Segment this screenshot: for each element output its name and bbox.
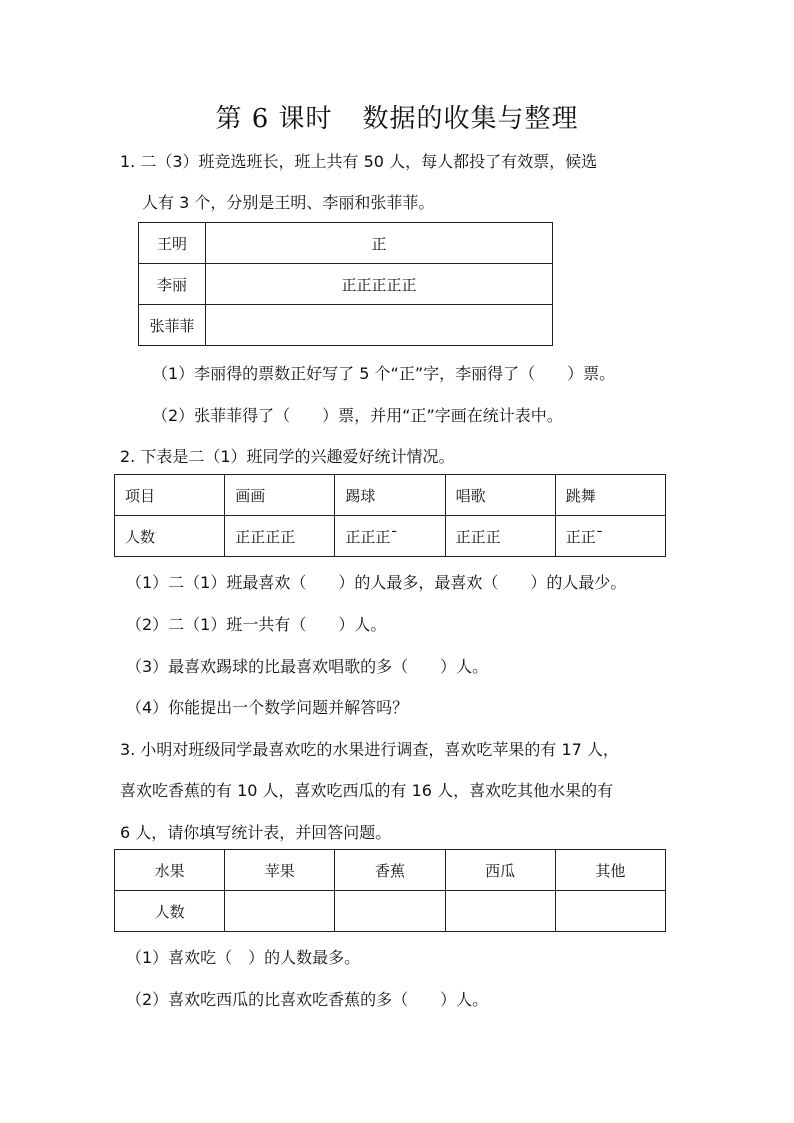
vote-tally-table bbox=[138, 222, 553, 346]
tally-cell: 正正正正正 bbox=[206, 264, 553, 305]
row-label: 人数 bbox=[115, 516, 225, 557]
tally-cell: 正 bbox=[206, 223, 553, 264]
header-cell: 其他 bbox=[555, 850, 665, 891]
blank-cell[interactable] bbox=[445, 891, 555, 932]
candidate-name: 张菲菲 bbox=[139, 305, 206, 346]
table-row bbox=[115, 516, 666, 557]
lesson-topic: 数据的收集与整理 bbox=[362, 104, 579, 134]
q3-line1: 3. 小明对班级同学最喜欢吃的水果进行调查，喜欢吃苹果的有 17 人， bbox=[120, 740, 619, 759]
q2-sub4: （4）你能提出一个数学问题并解答吗？ bbox=[126, 698, 409, 717]
q1-line2: 人有 3 个，分别是王明、李丽和张菲菲。 bbox=[142, 193, 435, 212]
hobby-tally-table bbox=[114, 474, 666, 557]
tally-cell: 正正正 bbox=[445, 516, 555, 557]
q2-sub2: （2）二（1）班一共有（ ）人。 bbox=[126, 615, 387, 634]
q2-intro: 2. 下表是二（1）班同学的兴趣爱好统计情况。 bbox=[120, 447, 455, 466]
q1-line1: 1. 二（3）班竞选班长，班上共有 50 人，每人都投了有效票，候选 bbox=[120, 152, 598, 171]
table-row bbox=[115, 850, 666, 891]
tally-cell-blank[interactable] bbox=[206, 305, 553, 346]
table-row bbox=[115, 475, 666, 516]
header-cell: 跳舞 bbox=[555, 475, 665, 516]
table-row bbox=[139, 305, 553, 346]
q3-sub2: （2）喜欢吃西瓜的比喜欢吃香蕉的多（ ）人。 bbox=[126, 990, 489, 1009]
q1-sub1: （1）李丽得的票数正好写了 5 个“正”字，李丽得了（ ）票。 bbox=[152, 364, 616, 383]
tally-cell: 正正正ˉ bbox=[335, 516, 445, 557]
candidate-name: 王明 bbox=[139, 223, 206, 264]
q3-line3: 6 人，请你填写统计表，并回答问题。 bbox=[120, 823, 392, 842]
blank-cell[interactable] bbox=[225, 891, 335, 932]
header-cell: 香蕉 bbox=[335, 850, 445, 891]
q3-sub1: （1）喜欢吃（ ）的人数最多。 bbox=[126, 948, 361, 967]
table-row bbox=[139, 264, 553, 305]
header-cell: 西瓜 bbox=[445, 850, 555, 891]
tally-cell: 正正ˉ bbox=[555, 516, 665, 557]
header-cell: 项目 bbox=[115, 475, 225, 516]
header-cell: 苹果 bbox=[225, 850, 335, 891]
blank-cell[interactable] bbox=[555, 891, 665, 932]
blank-cell[interactable] bbox=[335, 891, 445, 932]
header-cell: 水果 bbox=[115, 850, 225, 891]
q2-sub1: （1）二（1）班最喜欢（ ）的人最多，最喜欢（ ）的人最少。 bbox=[126, 573, 627, 592]
header-cell: 唱歌 bbox=[445, 475, 555, 516]
table-row bbox=[115, 891, 666, 932]
candidate-name: 李丽 bbox=[139, 264, 206, 305]
q2-sub3: （3）最喜欢踢球的比最喜欢唱歌的多（ ）人。 bbox=[126, 657, 489, 676]
tally-cell: 正正正正 bbox=[225, 516, 335, 557]
header-cell: 踢球 bbox=[335, 475, 445, 516]
table-row bbox=[139, 223, 553, 264]
q1-sub2: （2）张菲菲得了（ ）票，并用“正”字画在统计表中。 bbox=[152, 406, 563, 425]
q3-line2: 喜欢吃香蕉的有 10 人，喜欢吃西瓜的有 16 人，喜欢吃其他水果的有 bbox=[120, 781, 614, 800]
page-title bbox=[0, 98, 794, 135]
row-label: 人数 bbox=[115, 891, 225, 932]
lesson-number: 第 6 课时 bbox=[215, 104, 333, 134]
header-cell: 画画 bbox=[225, 475, 335, 516]
fruit-stats-table bbox=[114, 849, 666, 932]
